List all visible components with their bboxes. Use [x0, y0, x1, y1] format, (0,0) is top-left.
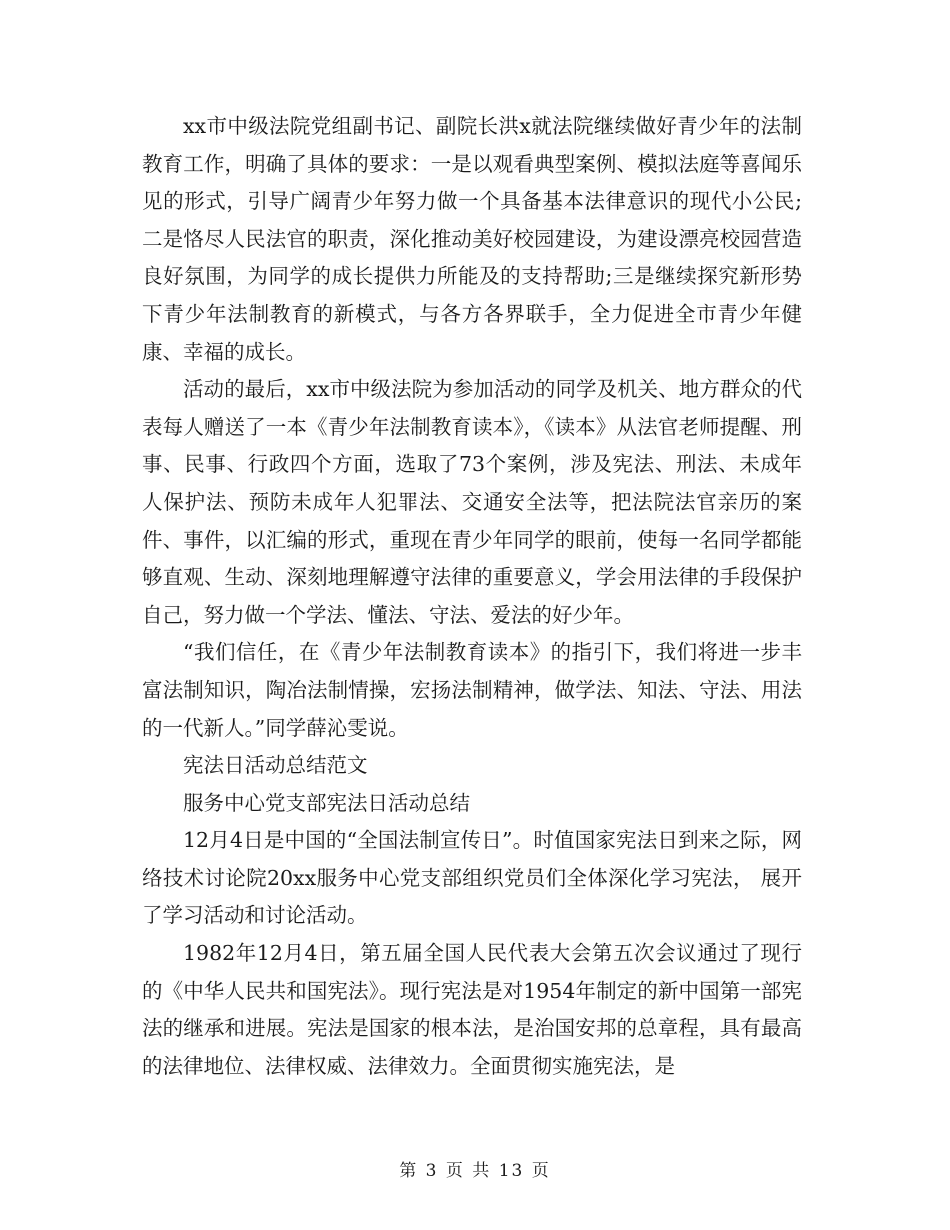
paragraph-student-quote: “我们信任，在《青少年法制教育读本》的指引下，我们将进一步丰富法制知识，陶冶法制情操，宏扬法制精神，做学法、知法、守法、用法的一代新人。”同学薛沁雯说。 — [142, 640, 802, 740]
document-body — [142, 108, 802, 1085]
paragraph-court-requirements: xx市中级法院党组副书记、副院长洪x就法院继续做好青少年的法制教育工作，明确了具体的要求：一是以观看典型案例、模拟法庭等喜闻乐见的形式，引导广阔青少年努力做一个具备基本法律意识的现代小公民;二是恪尽人民法官的职责，深化推动美好校园建设，为建设漂亮校园营造良好氛围，为同学的成长提供力所能及的支持帮助;三是继续探究新形势下青少年法制教育的新模式，与各方各界联手，全力促进全市青少年健康、幸福的成长。 — [142, 114, 802, 364]
section-subheading-party-branch: 服务中心党支部宪法日活动总结 — [183, 790, 470, 815]
section-heading-constitution-day: 宪法日活动总结范文 — [183, 753, 368, 778]
page-footer: 第 3 页 共 13 页 — [399, 1161, 551, 1181]
paragraph-constitution-1982: 1982年12月4日，第五届全国人民代表大会第五次会议通过了现行的《中华人民共和国宪法》。现行宪法是对1954年制定的新中国第一部宪法的继承和进展。宪法是国家的根本法，是治国安邦的总章程，具有最高的法律地位、法律权威、法律效力。全面贯彻实施宪法，是 — [142, 941, 802, 1078]
paragraph-legal-publicity-day: 12月4日是中国的“全国法制宣传日”。时值国家宪法日到来之际，网络技术讨论院20xx服务中心党支部组织党员们全体深化学习宪法， 展开了学习活动和讨论活动。 — [142, 828, 802, 928]
paragraph-reading-book-gift: 活动的最后，xx市中级法院为参加活动的同学及机关、地方群众的代表每人赠送了一本《青少年法制教育读本》，《读本》从法官老师提醒、刑事、民事、行政四个方面，选取了73个案例，涉及宪法、刑法、未成年人保护法、预防未成年人犯罪法、交通安全法等，把法院法官亲历的案件、事件，以汇编的形式，重现在青少年同学的眼前，使每一名同学都能够直观、生动、深刻地理解遵守法律的重要意义，学会用法律的手段保护自己，努力做一个学法、懂法、守法、爱法的好少年。 — [142, 377, 802, 627]
